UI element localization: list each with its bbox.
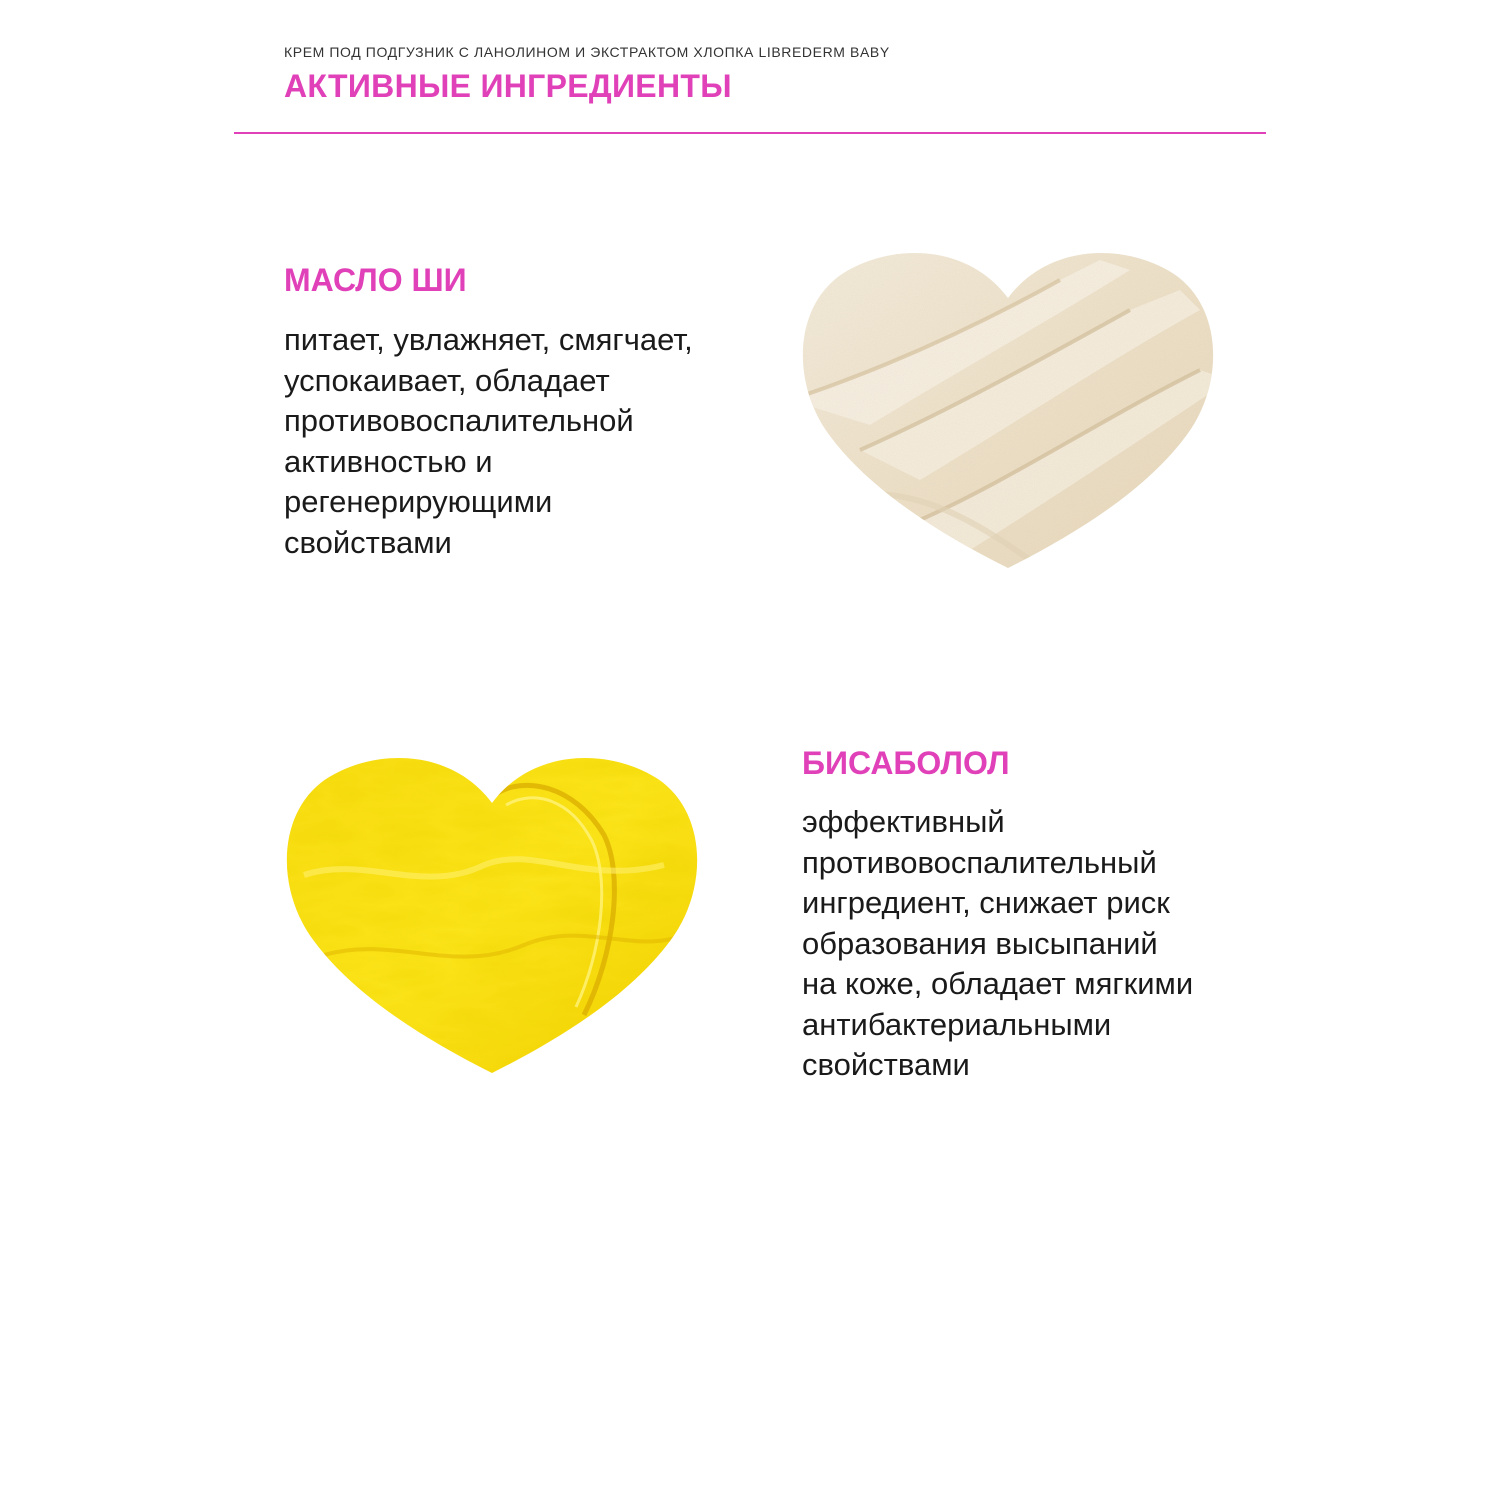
description-line: успокаивает, обладает xyxy=(284,362,610,398)
ingredient-shea-description xyxy=(284,320,693,563)
ingredient-bisabolol-title: БИСАБОЛОЛ xyxy=(802,745,1010,781)
ingredient-bisabolol-description xyxy=(802,802,1193,1086)
description-line: активностью и xyxy=(284,443,493,479)
shea-butter-heart-image xyxy=(800,250,1216,568)
header-divider xyxy=(234,132,1266,134)
description-line: противовоспалительный xyxy=(802,844,1157,880)
description-line: образования высыпаний xyxy=(802,925,1158,961)
description-line: на коже, обладает мягкими xyxy=(802,966,1194,1001)
description-line: регенерирующими xyxy=(284,484,553,519)
ingredient-shea-title: МАСЛО ШИ xyxy=(284,262,467,298)
description-line: антибактериальными xyxy=(802,1006,1112,1042)
description-line: противовоспалительной xyxy=(284,403,634,438)
description-line: питает, увлажняет, смягчает, xyxy=(284,322,693,357)
description-line: свойствами xyxy=(284,524,452,560)
description-line: эффективный xyxy=(802,804,1005,839)
page-title: АКТИВНЫЕ ИНГРЕДИЕНТЫ xyxy=(284,68,732,104)
description-line: ингредиент, снижает риск xyxy=(802,885,1170,920)
page-subtitle: КРЕМ ПОД ПОДГУЗНИК С ЛАНОЛИНОМ И ЭКСТРАКТОМ ХЛОПКА LIBREDERM BABY xyxy=(284,44,890,60)
description-line: свойствами xyxy=(802,1047,970,1082)
bisabolol-heart-image xyxy=(284,755,700,1073)
